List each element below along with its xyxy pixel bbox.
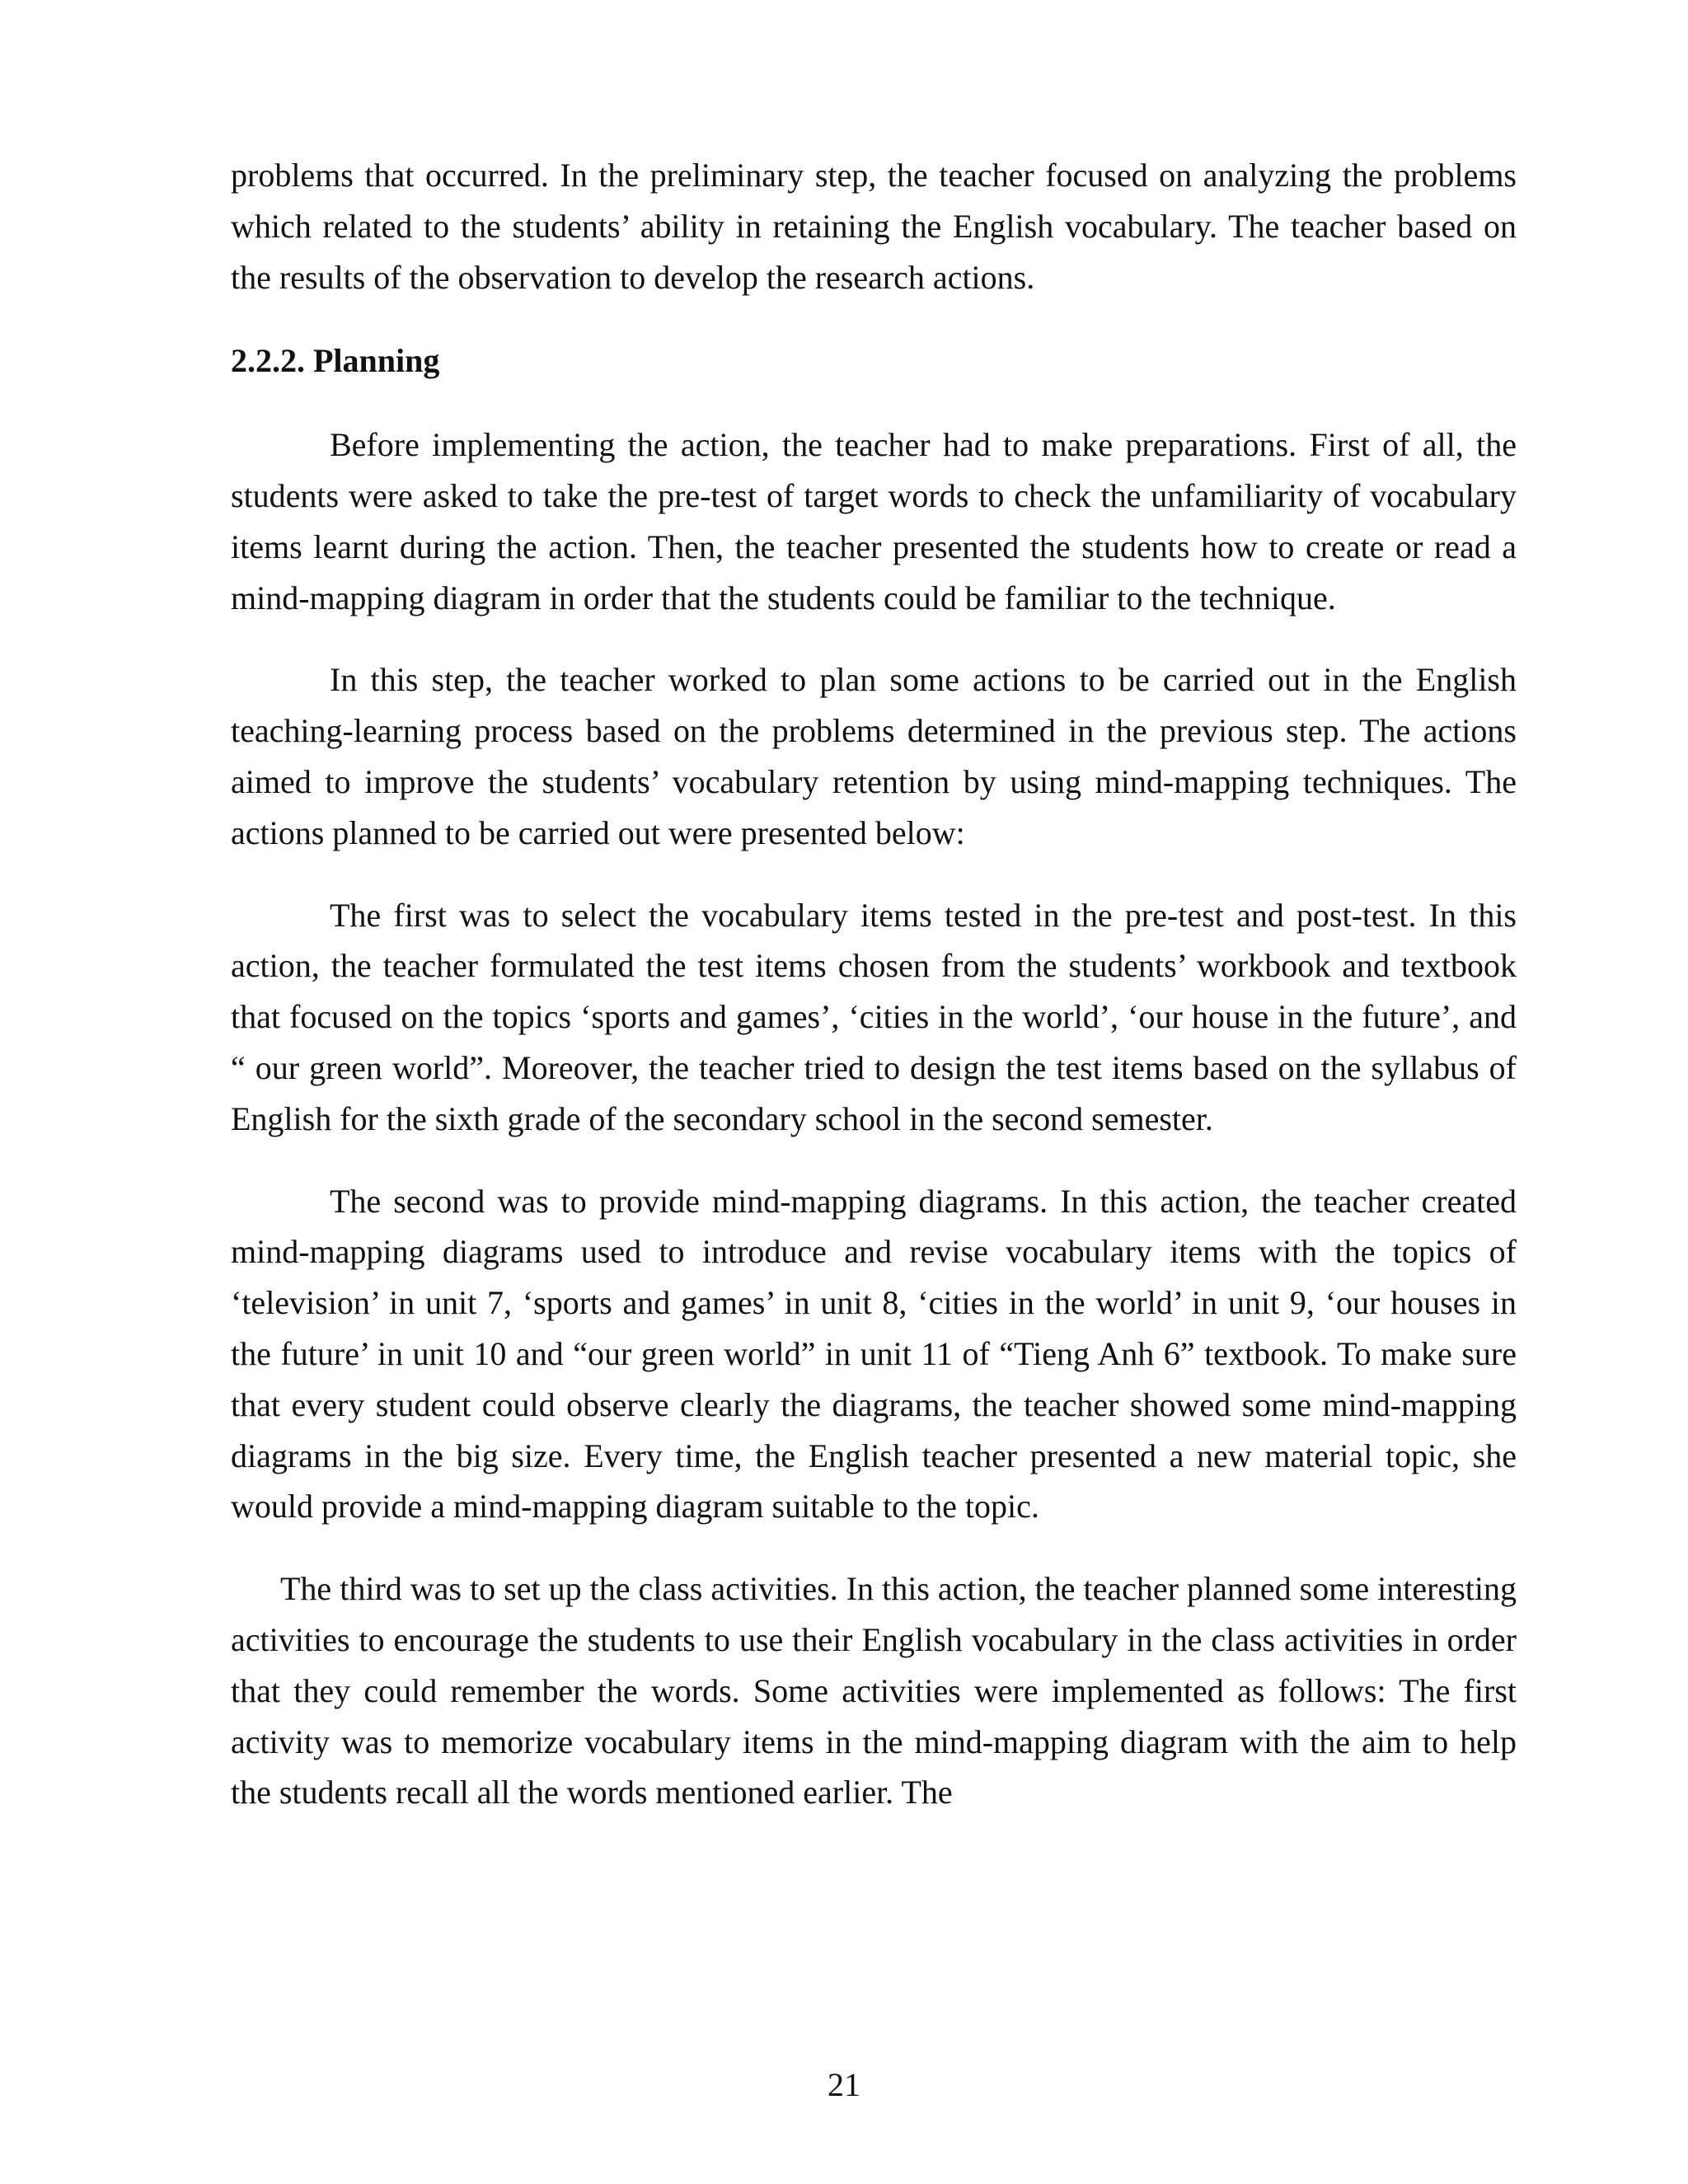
paragraph-third-action: The third was to set up the class activities. In this action, the teacher planned some interesting activities to encourage the students to use their English vocabulary in the class activities in order that they could remember the words. Some activities were implemented as follows: The first activity was to memorize vocabulary items in the mind-mapping diagram with the aim to help the students recall all the words mentioned earlier. The [231,1570,1517,1811]
page-number: 21 [828,2066,860,2103]
paragraph-continuation: problems that occurred. In the preliminary step, the teacher focused on analyzing the problems which related to the students’ ability in retaining the English vocabulary. The teacher based on the results of the observation to develop the research actions. [231,157,1517,296]
paragraph-planning-step: In this step, the teacher worked to plan some actions to be carried out in the English teaching-learning process based on the problems determined in the previous step. The actions aimed to improve the students’ vocabulary retention by using mind-mapping techniques. The actions planned to be carried out were presented below: [231,661,1517,851]
paragraph-second-action: The second was to provide mind-mapping diagrams. In this action, the teacher created mind-mapping diagrams used to introduce and revise vocabulary items with the topics of ‘television’ in unit 7, ‘sports and games’ in unit 8, ‘cities in the world’ in unit 9, ‘our houses in the future’ in unit 10 and “our green world” in unit 11 of “Tieng Anh 6” textbook. To make sure that every student could observe clearly the diagrams, the teacher showed some mind-mapping diagrams in the big size. Every time, the English teacher presented a new material topic, she would provide a mind-mapping diagram suitable to the topic. [231,1182,1517,1526]
page-body [231,150,1517,1818]
paragraph-preparations: Before implementing the action, the teacher had to make preparations. First of all, the students were asked to take the pre-test of target words to check the unfamiliarity of vocabulary items learnt during the action. Then, the teacher presented the students how to create or read a mind-mapping diagram in order that the students could be familiar to the technique. [231,426,1517,616]
section-heading: 2.2.2. Planning [231,342,440,380]
paragraph-first-action: The first was to select the vocabulary items tested in the pre-test and post-test. In this action, the teacher formulated the test items chosen from the students’ workbook and textbook that focused on the topics ‘sports and games’, ‘cities in the world’, ‘our house in the future’, and “ our green world”. Moreover, the teacher tried to design the test items based on the syllabus of English for the sixth grade of the secondary school in the second semester. [231,896,1517,1137]
